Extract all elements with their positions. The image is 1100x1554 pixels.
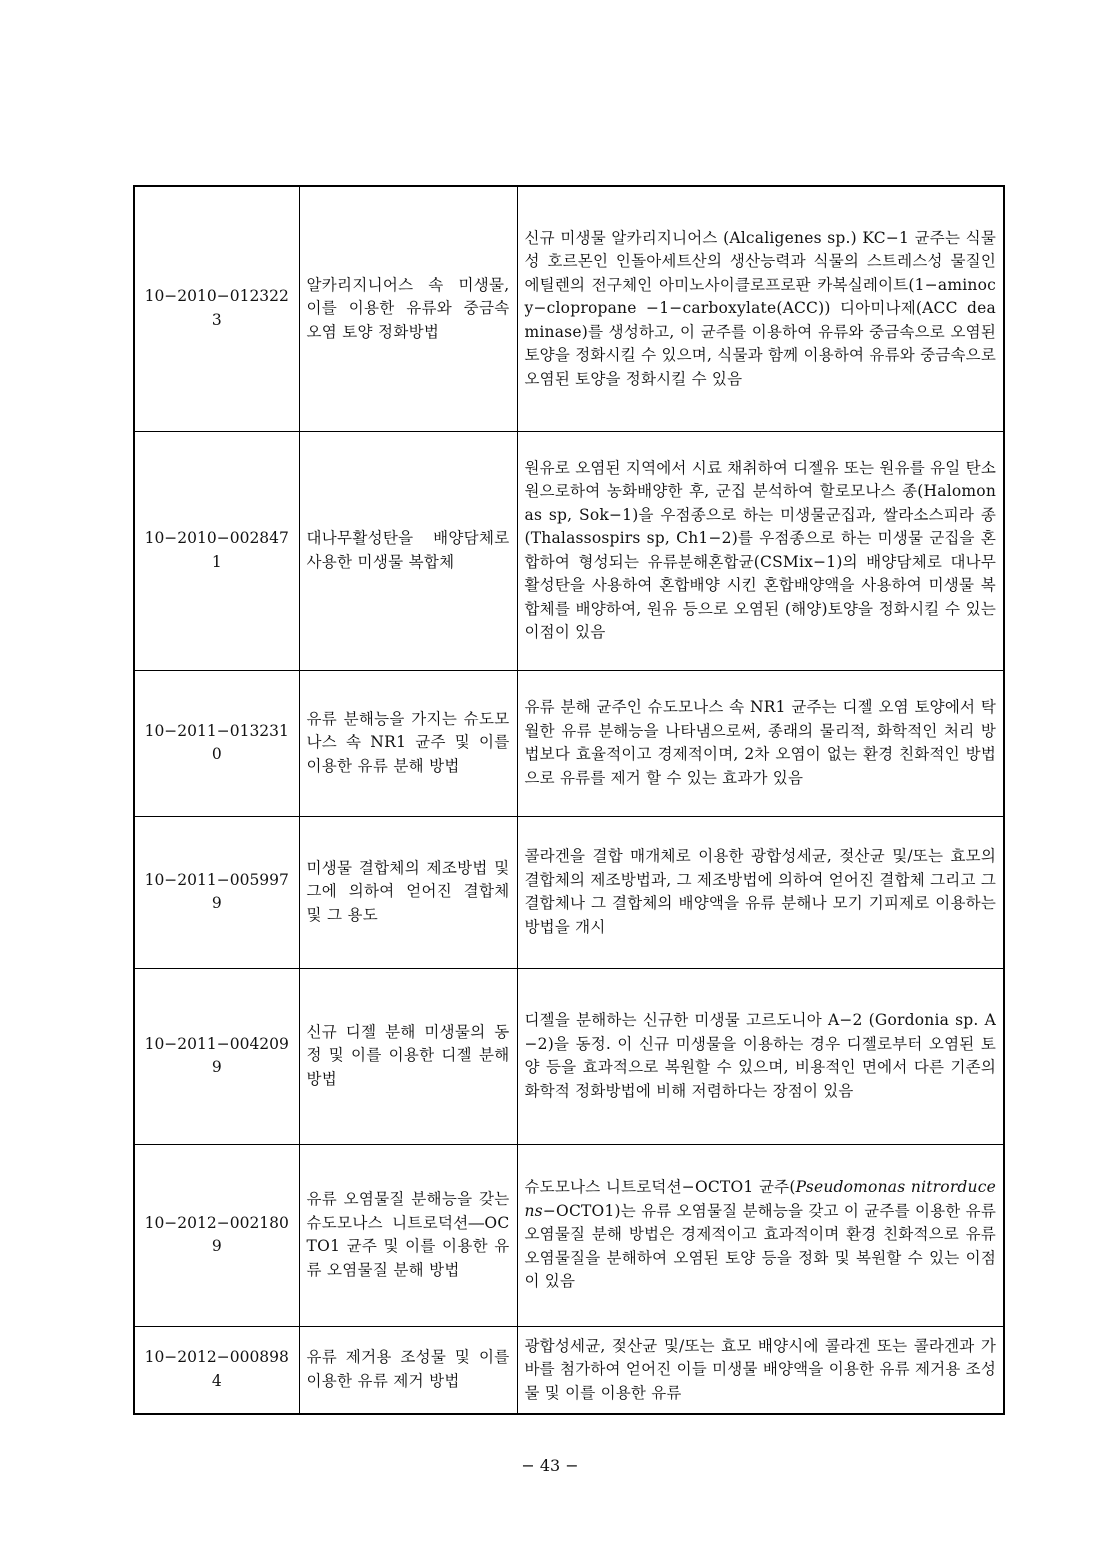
table-row [134,186,1004,431]
table-row [134,968,1004,1144]
patent-title: 유류 제거용 조성물 및 이를 이용한 유류 제거 방법 [299,1326,517,1414]
patent-title: 유류 분해능을 가지는 슈도모나스 속 NR1 균주 및 이를 이용한 유류 분해 방법 [299,670,517,816]
patent-description: 디젤을 분해하는 신규한 미생물 고르도니아 A−2 (Gordonia sp. A−2)을 동정. 이 신규 미생물을 이용하는 경우 디젤로부터 오염된 토양 등을 효과적으로 복원할 수 있으며, 비용적인 면에서 다른 기존의 화학적 정화방법에 비해 저렴하다는 장점이 있음 [517,968,1004,1144]
description-text: −OCTO1)는 유류 오염물질 분해능을 갖고 이 균주를 이용한 유류 오염물질 분해 방법은 경제적이고 효과적이며 환경 친화적으로 유류 오염물질을 분해하여 오염된 토양 등을 정화 및 복원할 수 있는 이점이 있음 [524,1201,996,1291]
patent-description: 원유로 오염된 지역에서 시료 채취하여 디젤유 또는 원유를 유일 탄소원으로하여 농화배양한 후, 군집 분석하여 할로모나스 종(Halomonas sp, Sok−1)을 우점종으로 하는 미생물군집과, 쌀라소스피라 종(Thalassospirs sp, Ch1−2)를 우점종으로 하는 미생물 군집을 혼합하여 형성되는 유류분해혼합균(CSMix−1)의 배양담체로 대나무활성탄을 사용하여 혼합배양 시킨 혼합배양액을 사용하여 미생물 복합체를 배양하여, 원유 등으로 오염된 (해양)토양을 정화시킬 수 있는 이점이 있음 [517,431,1004,670]
patent-number: 10−2012−0021809 [134,1144,299,1326]
patent-number: 10−2012−0008984 [134,1326,299,1414]
patent-description: 광합성세균, 젖산균 및/또는 효모 배양시에 콜라겐 또는 콜라겐과 가바를 첨가하여 얻어진 이들 미생물 배양액을 이용한 유류 제거용 조성물 및 이를 이용한 유류 [517,1326,1004,1414]
patent-title: 대나무활성탄을 배양담체로 사용한 미생물 복합체 [299,431,517,670]
patent-description: 유류 분해 균주인 슈도모나스 속 NR1 균주는 디젤 오염 토양에서 탁월한 유류 분해능을 나타냄으로써, 종래의 물리적, 화학적인 처리 방법보다 효율적이고 경제적이며, 2차 오염이 없는 환경 친화적인 방법으로 유류를 제거 할 수 있는 효과가 있음 [517,670,1004,816]
table-row [134,1144,1004,1326]
description-text: 슈도모나스 니트로덕션−OCTO1 균주( [524,1178,796,1197]
patent-table [133,185,1005,1415]
patent-title: 신규 디젤 분해 미생물의 동정 및 이를 이용한 디젤 분해 방법 [299,968,517,1144]
patent-title: 알카리지니어스 속 미생물, 이를 이용한 유류와 중금속 오염 토양 정화방법 [299,186,517,431]
species-name: Pseudomonas nitrorducens [524,1178,996,1220]
patent-description: 콜라겐을 결합 매개체로 이용한 광합성세균, 젖산균 및/또는 효모의 결합체의 제조방법과, 그 제조방법에 의하여 얻어진 결합체 그리고 그 결합체나 그 결합체의 배양액을 유류 분해나 모기 기피제로 이용하는 방법을 개시 [517,816,1004,968]
page-number: − 43 − [521,1456,579,1475]
patent-description [517,1144,1004,1326]
patent-number: 10−2010−0028471 [134,431,299,670]
table-row [134,431,1004,670]
patent-description: 신규 미생물 알카리지니어스 (Alcaligenes sp.) KC−1 균주는 식물성 호르몬인 인돌아세트산의 생산능력과 식물의 스트레스성 물질인 에틸렌의 전구체인 아미노사이클로프로판 카복실레이트(1−aminocy−clopropane −1−carboxylate(ACC)) 디아미나제(ACC deaminase)를 생성하고, 이 균주를 이용하여 유류와 중금속으로 오염된 토양을 정화시킬 수 있으며, 식물과 함께 이용하여 유류와 중금속으로 오염된 토양을 정화시킬 수 있음 [517,186,1004,431]
patent-number: 10−2011−0042099 [134,968,299,1144]
table-row [134,816,1004,968]
table-row [134,670,1004,816]
patent-title: 유류 오염물질 분해능을 갖는 슈도모나스 니트로덕션―OCTO1 균주 및 이를 이용한 유류 오염물질 분해 방법 [299,1144,517,1326]
patent-title: 미생물 결합체의 제조방법 및 그에 의하여 얻어진 결합체 및 그 용도 [299,816,517,968]
patent-number: 10−2011−0132310 [134,670,299,816]
patent-number: 10−2011−0059979 [134,816,299,968]
table-row [134,1326,1004,1414]
patent-number: 10−2010−0123223 [134,186,299,431]
